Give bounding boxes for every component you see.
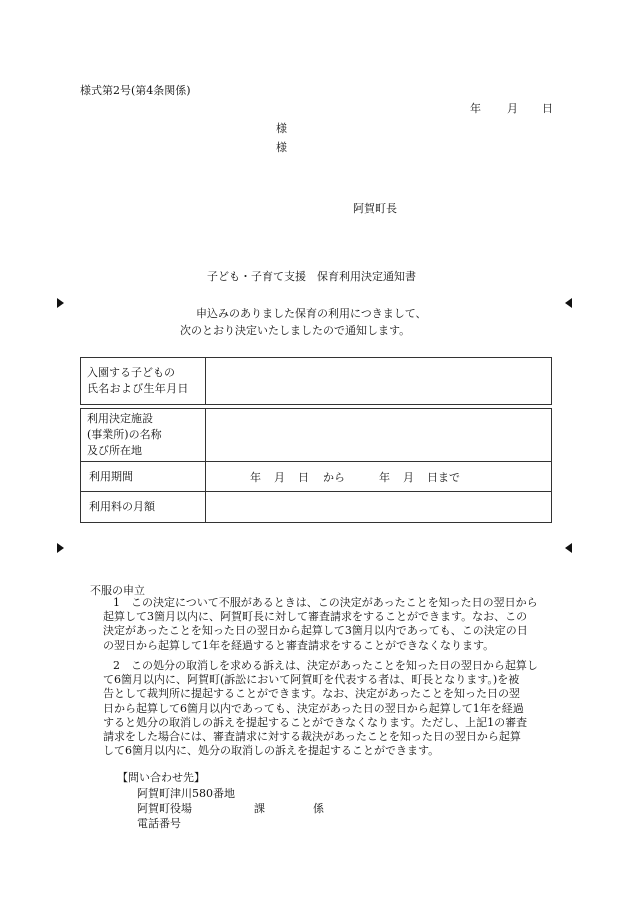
- fold-mark-left-2-icon: [565, 543, 572, 553]
- contact-heading: 【問い合わせ先】: [117, 771, 205, 784]
- row-period: [81, 462, 552, 492]
- facility-value: [206, 409, 552, 462]
- fee-label: 利用料の月額: [81, 492, 206, 523]
- row-child: [81, 358, 552, 405]
- contact-ka: 課: [254, 802, 265, 815]
- appeal-para-2: 2 この処分の取消しを求める訴えは、決定があったことを知った日の翌日から起算し て6箇月以内に、阿賀町(訴訟において阿賀町を代表する者は、町長となります。)を被 告として裁判所に提起することができます。なお、決定があったことを知った日の翌 日から起算して6箇月以内であっても、決定があった日の翌日から起算して1年を経過 すると処分の取消しの訴えを提起することができなくなります。ただし、上記1の審査 請求をした場合には、審査請求に対する裁決があったことを知った日の翌日から起算 して6箇月以内に、処分の取消しの訴えを提起することができます。: [103, 659, 538, 758]
- facility-label: 利用決定施設 (事業所)の名称 及び所在地: [81, 409, 206, 462]
- page-title: 子ども・子育て支援 保育利用決定通知書: [207, 270, 416, 283]
- fold-mark-right-2-icon: [57, 543, 64, 553]
- period-label: 利用期間: [81, 462, 206, 492]
- decision-table: [80, 357, 552, 523]
- row-facility: [81, 409, 552, 462]
- contact-phone: 電話番号: [137, 817, 181, 830]
- fold-mark-left-icon: [565, 298, 572, 308]
- form-number: 様式第2号(第4条関係): [80, 84, 191, 97]
- date-day: 日: [542, 102, 553, 115]
- date-year: 年: [470, 102, 481, 115]
- date-month: 月: [507, 102, 518, 115]
- appeal-heading: 不服の申立: [90, 584, 145, 597]
- contact-office: 阿賀町役場: [137, 802, 192, 815]
- addressee-2: 様: [276, 141, 287, 154]
- child-label: 入園する子どもの 氏名および生年月日: [81, 358, 206, 405]
- child-value: [206, 358, 552, 405]
- period-value: 年 月 日 から 年 月 日まで: [206, 462, 552, 492]
- contact-kakari: 係: [313, 802, 324, 815]
- addressee-1: 様: [276, 122, 287, 135]
- appeal-para-1: 1 この決定について不服があるときは、この決定があったことを知った日の翌日から 起算して3箇月以内に、阿賀町長に対して審査請求をすることができます。なお、この 決定があったことを知った日の翌日から起算して3箇月以内であっても、この決定の日 の翌日から起算して1年を経過すると審査請求をすることができなくなります。: [103, 596, 538, 652]
- fold-mark-right-icon: [57, 298, 64, 308]
- row-fee: [81, 492, 552, 523]
- intro-line-2: 次のとおり決定いたしましたので通知します。: [180, 324, 411, 337]
- sender: 阿賀町長: [353, 202, 397, 215]
- intro-line-1: 申込みのありました保育の利用につきまして、: [196, 307, 427, 320]
- contact-address: 阿賀町津川580番地: [137, 787, 235, 800]
- fee-value: [206, 492, 552, 523]
